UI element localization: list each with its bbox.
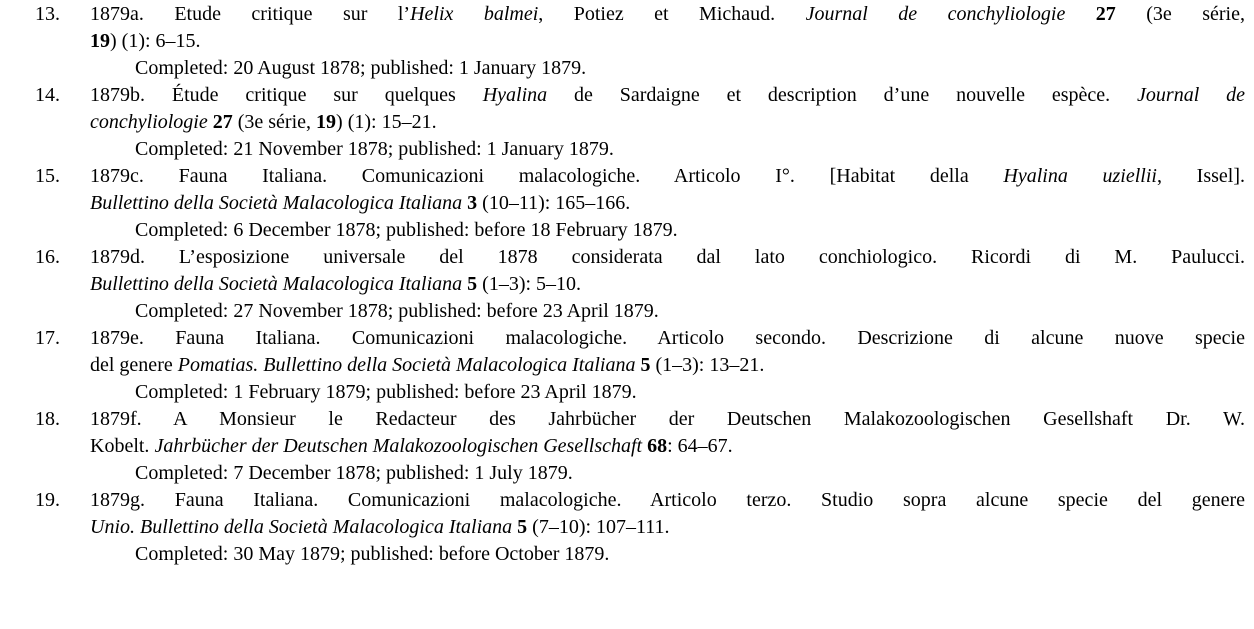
entry-number: 17. [35, 327, 60, 349]
citation-segment: ) (1): 6–15. [110, 30, 201, 52]
citation-line [90, 325, 1245, 352]
citation-line [90, 433, 1245, 460]
citation-segment: 1879b. Étude critique sur quelques [90, 84, 483, 106]
citation-segment: 1879e. Fauna Italiana. Comunicazioni malacologiche. Articolo secondo. Descrizione di alcune nuove specie [90, 327, 1245, 349]
citation-segment: Jahrbücher der Deutschen Malakozoologischen Gesellschaft [154, 435, 643, 457]
citation-segment: (1–3): 5–10. [477, 273, 582, 295]
bib-entry [35, 244, 1245, 325]
publication-note: Completed: 21 November 1878; published: 1 January 1879. [135, 138, 614, 160]
bibliography-list [35, 1, 1245, 568]
citation-segment: Hyalina [482, 84, 548, 106]
citation-segment: (3e série, [1115, 3, 1245, 25]
citation-segment: 19 [316, 111, 337, 133]
citation-line [90, 271, 1245, 298]
citation-segment: 68 [647, 435, 668, 457]
citation-segment: 3 [467, 192, 478, 214]
citation-segment [1065, 3, 1095, 25]
citation-line [90, 190, 1245, 217]
citation-line [90, 1, 1245, 28]
bib-entry [35, 325, 1245, 406]
citation-segment: 5 [467, 273, 478, 295]
citation-segment: 1879a. Etude critique sur l’ [90, 3, 411, 25]
citation-segment: , Issel]. [1156, 165, 1245, 187]
citation-segment: ) (1): 15–21. [336, 111, 437, 133]
bib-entry [35, 163, 1245, 244]
citation-segment: Pomatias. Bullettino della Società Malacologica Italiana [177, 354, 636, 376]
entry-number: 14. [35, 84, 60, 106]
citation-line [90, 352, 1245, 379]
citation-segment: 27 [212, 111, 233, 133]
publication-note: Completed: 6 December 1878; published: before 18 February 1879. [135, 219, 678, 241]
citation-segment: 1879c. Fauna Italiana. Comunicazioni malacologiche. Articolo I°. [Habitat della [90, 165, 1004, 187]
citation-segment: 5 [517, 516, 528, 538]
citation-line [90, 514, 1245, 541]
citation-segment: : 64–67. [667, 435, 733, 457]
citation-segment: 19 [90, 30, 110, 52]
citation-line [90, 406, 1245, 433]
citation-segment: 5 [640, 354, 651, 376]
citation-segment: Unio. Bullettino della Società Malacologica Italiana [90, 516, 513, 538]
bib-entry [35, 1, 1245, 82]
publication-note: Completed: 7 December 1878; published: 1 July 1879. [135, 462, 573, 484]
citation-segment: Journal de conchyliologie [805, 3, 1066, 25]
citation-line [90, 163, 1245, 190]
entry-number: 18. [35, 408, 60, 430]
citation-segment: (3e série, [232, 111, 317, 133]
entry-number: 16. [35, 246, 60, 268]
publication-note: Completed: 30 May 1879; published: before October 1879. [135, 543, 610, 565]
bib-entry [35, 406, 1245, 487]
citation-segment: del genere [90, 354, 178, 376]
bib-entry [35, 82, 1245, 163]
entry-number: 13. [35, 3, 60, 25]
citation-line [90, 82, 1245, 109]
citation-line [90, 28, 1245, 55]
citation-segment: Helix balmei [410, 3, 539, 25]
citation-segment: conchyliologie [90, 111, 208, 133]
citation-segment: Bullettino della Società Malacologica Italiana [90, 192, 463, 214]
citation-segment: Journal de [1137, 84, 1246, 106]
publication-note: Completed: 20 August 1878; published: 1 January 1879. [135, 57, 587, 79]
publication-note: Completed: 1 February 1879; published: before 23 April 1879. [135, 381, 637, 403]
citation-segment: de Sardaigne et description d’une nouvelle espèce. [547, 84, 1138, 106]
citation-segment: (10–11): 165–166. [477, 192, 631, 214]
bib-entry [35, 487, 1245, 568]
citation-line [90, 487, 1245, 514]
entry-number: 15. [35, 165, 60, 187]
citation-segment: Bullettino della Società Malacologica Italiana [90, 273, 463, 295]
citation-segment: 1879f. A Monsieur le Redacteur des Jahrbücher der Deutschen Malakozoologischen Gesellshaft Dr. W. [90, 408, 1245, 430]
citation-segment: 1879g. Fauna Italiana. Comunicazioni malacologiche. Articolo terzo. Studio sopra alcune specie del genere [90, 489, 1245, 511]
entry-number: 19. [35, 489, 60, 511]
publication-note: Completed: 27 November 1878; published: before 23 April 1879. [135, 300, 659, 322]
citation-segment: , Potiez et Michaud. [538, 3, 806, 25]
citation-line [90, 109, 1245, 136]
citation-line [90, 244, 1245, 271]
citation-segment: Hyalina uziellii [1003, 165, 1157, 187]
citation-segment: Kobelt. [90, 435, 155, 457]
citation-segment: (7–10): 107–111. [527, 516, 670, 538]
citation-segment: (1–3): 13–21. [650, 354, 765, 376]
citation-segment: 1879d. L’esposizione universale del 1878 considerata dal lato conchiologico. Ricordi di M. Paulucci. [90, 246, 1245, 268]
citation-segment: 27 [1095, 3, 1116, 25]
